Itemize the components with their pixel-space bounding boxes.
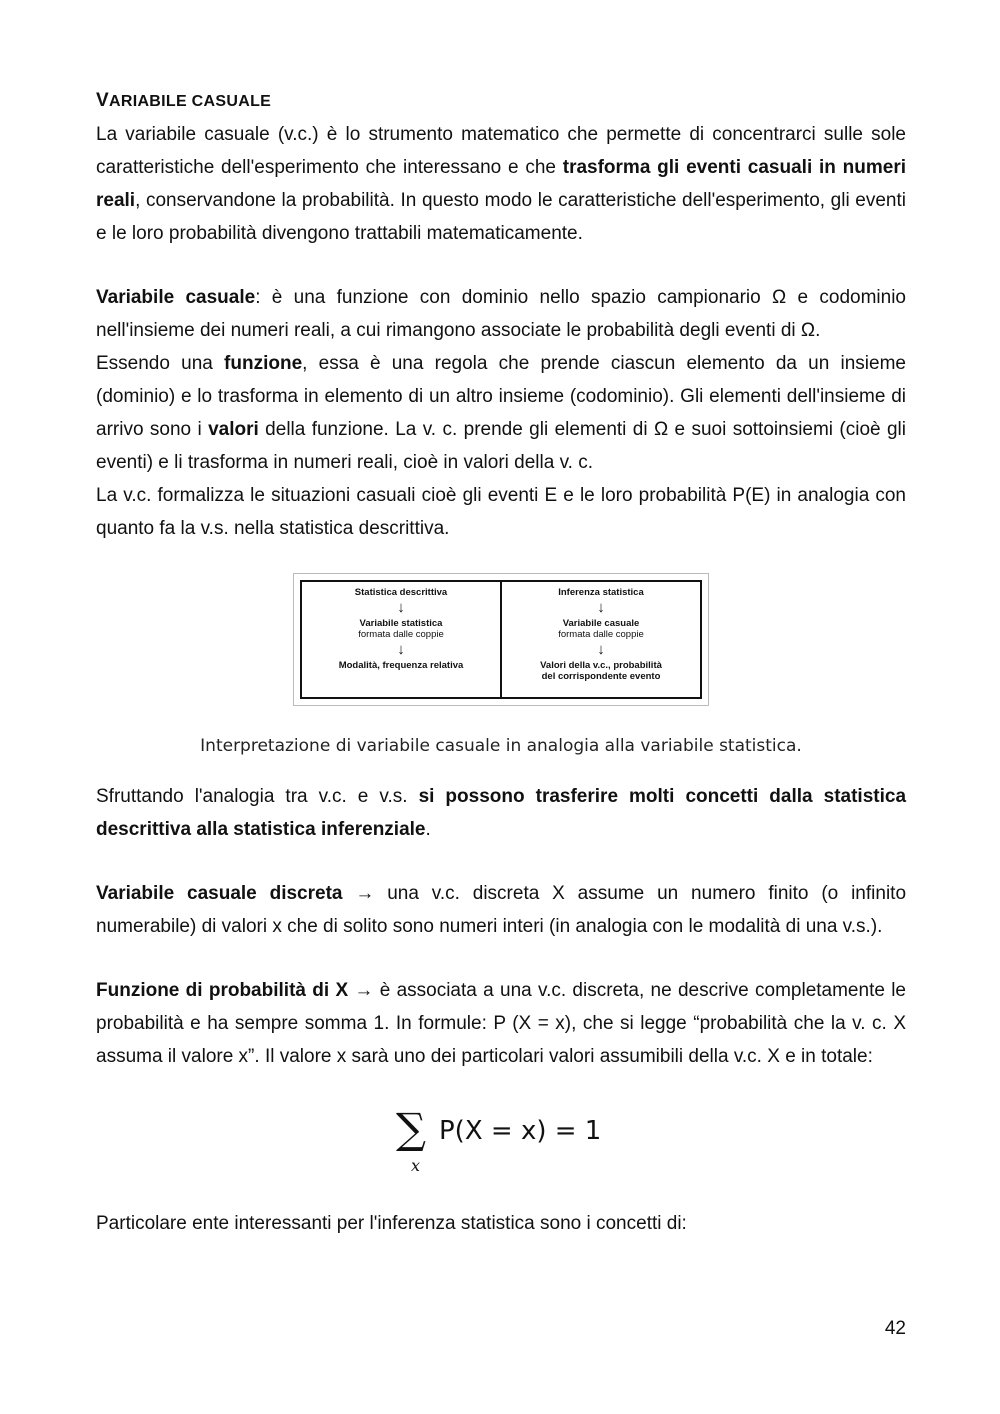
figure-right-column: Inferenza statistica ↓ Variabile casuale formata dalle coppie ↓ Valori della v.c., probabilità del corrispondente evento: [500, 582, 700, 697]
down-arrow-icon: ↓: [397, 641, 405, 658]
sum-subscript: x: [411, 1156, 421, 1175]
figure-left-column: Statistica descrittiva ↓ Variabile statistica formata dalle coppie ↓ Modalità, frequenza relativa: [338, 587, 464, 671]
figure-caption: Interpretazione di variabile casuale in analogia alla variabile statistica.: [200, 736, 802, 756]
sum-symbol: ∑: [396, 1104, 426, 1153]
paragraph-closing: Particolare ente interessanti per l'inferenza statistica sono i concetti di:: [96, 1213, 687, 1234]
paragraph-probability-function: Funzione di probabilità di X → è associata a una v.c. discreta, ne descrive completamente le probabilità e ha sempre somma 1. In formule: P (X = x), che si legge “probabilità che la v. c. X assuma il valore x”. Il valore x sarà uno dei particolari valori assumibili della v.c. X e in totale:: [96, 980, 906, 1067]
paragraph-discrete: Variabile casuale discreta → una v.c. discreta X assume un numero finito (o infinito numerabile) di valori x che di solito sono numeri interi (in analogia con le modalità di una v.s.).: [96, 883, 907, 937]
analogy-figure: [293, 573, 709, 706]
paragraph-definition: Variabile casuale: è una funzione con dominio nello spazio campionario Ω e codominio nell'insieme dei numeri reali, a cui rimangono associate le probabilità degli eventi di Ω. Essendo una funzione, essa è una regola che prende ciascun elemento da un insieme (dominio) e lo trasforma in elemento di un altro insieme (codominio). Gli elementi dell'insieme di arrivo sono i valori della funzione. La v. c. prende gli elementi di Ω e suoi sottoinsiemi (cioè gli eventi) e li trasforma in numeri reali, cioè in valori della v. c. La v.c. formalizza le situazioni casuali cioè gli eventi E e le loro probabilità P(E) in analogia con quanto fa la v.s. nella statistica descrittiva.: [96, 287, 906, 539]
formula-body: P(X = x) = 1: [439, 1116, 602, 1146]
paragraph-analogy: Sfruttando l'analogia tra v.c. e v.s. si possono trasferire molti concetti dalla statistica descrittiva alla statistica inferenziale.: [96, 786, 907, 840]
page-number: 42: [884, 1318, 906, 1339]
page-content: [96, 90, 906, 1240]
section-heading: VARIABILE CASUALE: [96, 90, 272, 111]
down-arrow-icon: ↓: [597, 641, 605, 658]
sum-formula: [96, 1103, 906, 1175]
paragraph-intro: La variabile casuale (v.c.) è lo strumento matematico che permette di concentrarci sulle sole caratteristiche dell'esperimento che interessano e che trasforma gli eventi casuali in numeri reali, conservandone la probabilità. In questo modo le caratteristiche dell'esperimento, gli eventi e le loro probabilità divengono trattabili matematicamente.: [96, 124, 907, 244]
down-arrow-icon: ↓: [597, 599, 605, 616]
down-arrow-icon: ↓: [397, 599, 405, 616]
